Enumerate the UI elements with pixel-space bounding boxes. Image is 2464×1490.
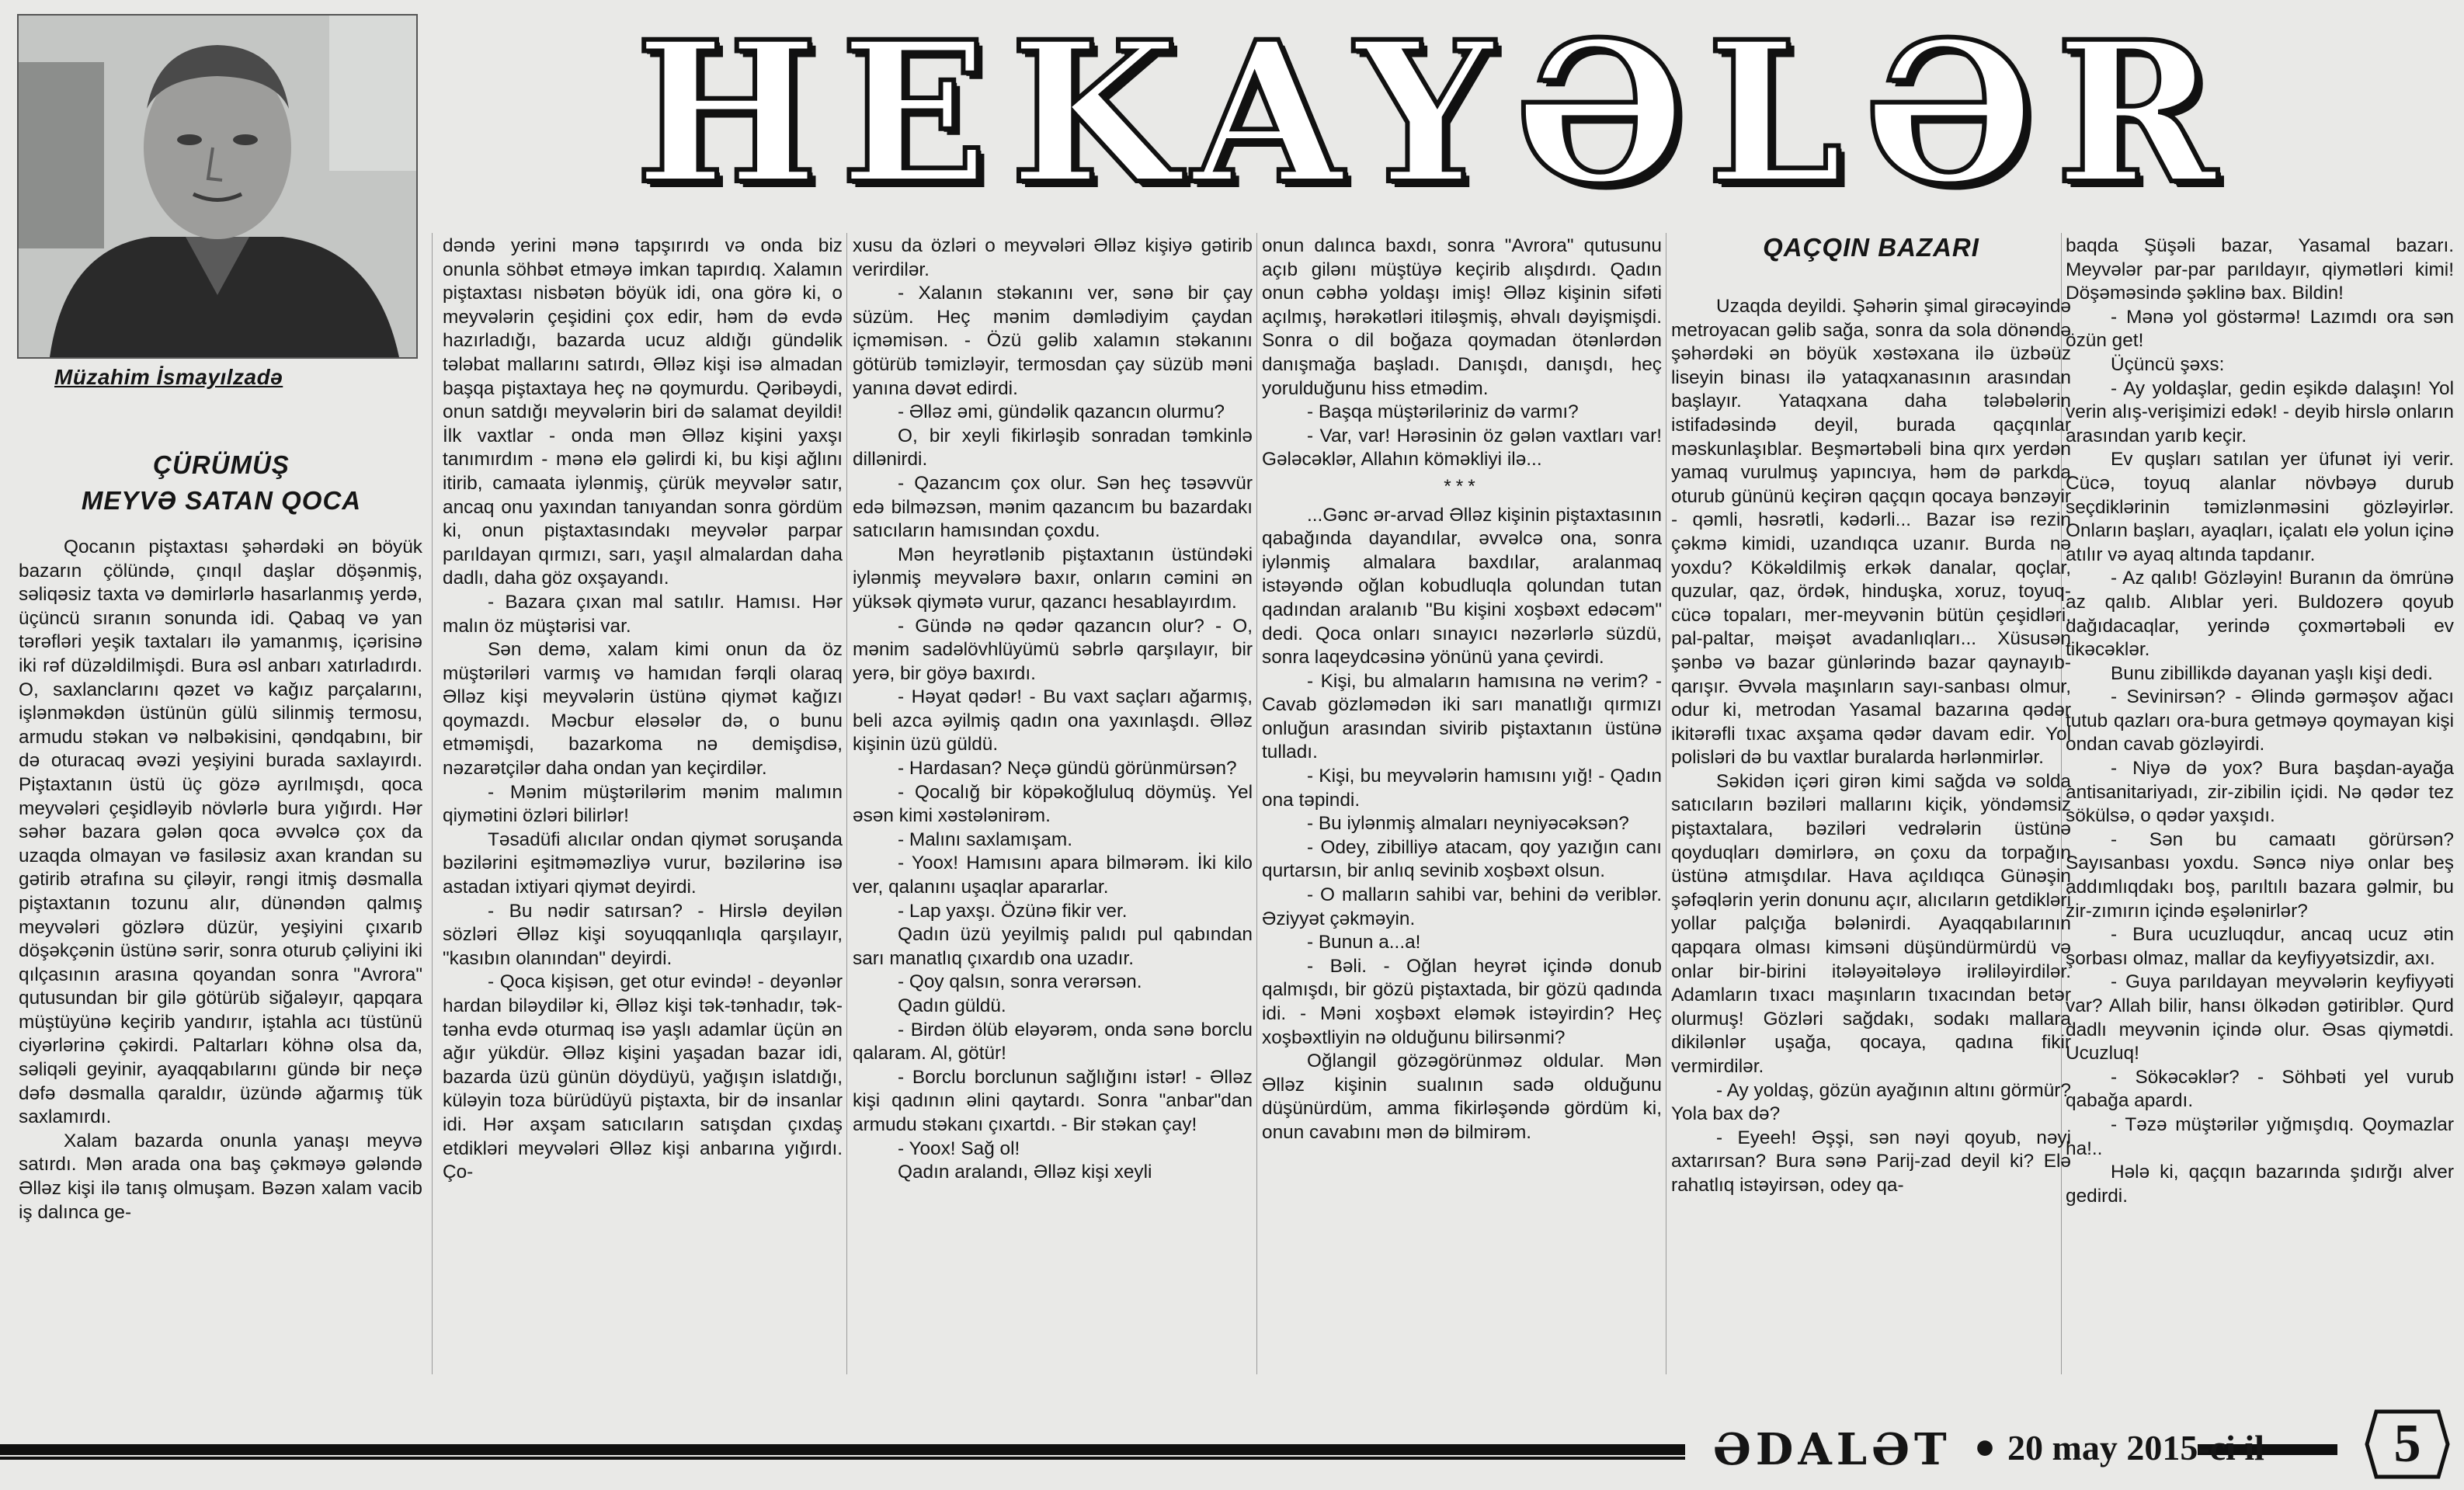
text-column-6 (2066, 234, 2454, 1376)
photo-caption: Müzahim İsmayılzadə (54, 365, 283, 389)
paragraph: - Hardasan? Neçə gündü görünmürsən? (898, 758, 1237, 780)
paragraph: - Sevinirsən? - Əlində gərməşov ağacı tutub qazları ora-bura getməyə qoymayan kişi ondan cavab gözləyirdi. (2066, 686, 2454, 755)
footer-rule (0, 1444, 1685, 1455)
paragraph: - Sən bu camaatı görürsən? Sayısanbası yoxdu. Səncə niyə onlar beş addımlıqdakı boş, parıltılı bazara gəlmir, bu zir-zımırın içində eşələnirlər? (2066, 828, 2454, 922)
paragraph: - Kişi, bu almaların hamısına nə verim? - Cavab gözləmədən iki sarı manatlığı qırmızı onluğun arasından sivirib piştaxtanın üstünə tulladı. (1262, 670, 1662, 763)
paragraph: Üçüncü şəxs: (2111, 353, 2225, 375)
author-photo (17, 14, 418, 359)
issue-date: 20 may 2015-ci il (2007, 1428, 2264, 1467)
paragraph: Sən demə, xalam kimi onun da öz müştəriləri varmış və hamıdan fərqli olaraq Əlləz kişi meyvələrin üstünə qiymət kağızı qoymazdı. Məcbur eləsələr də, o bunu etməmişdi, bazarkoma nə demişdisə, nəzarətçilər daha ondan yan keçirdilər. (443, 639, 843, 780)
text-column-2 (443, 234, 843, 1376)
paragraph: Ev quşları satılan yer üfunət iyi verir. Cücə, toyuq alanlar növbəyə durub seçdiklərinin təmizlənməsini gözləyirlər. Onların başları, ayaqları, içalatı elə yolun içinə atılır və ayaq altında tapdanır. (2066, 449, 2454, 565)
paragraph: Mən heyrətlənib piştaxtanın üstündəki iylənmiş meyvələrə baxır, onların cəmini ən yüksək qiymətə vurur, qazancı hesablayırdım. (853, 544, 1253, 613)
paragraph: - Eyeeh! Əşşi, sən nəyi qoyub, nəyi axtarırsan? Bura sənə Parij-zad deyil ki? Elə rahatlıq istəyirsən, odey qa- (1671, 1127, 2071, 1196)
paragraph: - Əlləz əmi, gündəlik qazancın olurmu? (898, 401, 1225, 423)
text-column-5 (1671, 295, 2071, 1376)
paragraph: Səkidən içəri girən kimi sağda və solda satıcıların bəziləri mallarını kiçik, yöndəmsiz piştaxtalara, bəziləri vedrələrin üstünə qoyduqları dəmirlərə, ən çoxu da torpağın üstünə atmışdılar. Hava açıldıqca Günəşin şəfəqlərin yerin donunu açır, alıcıların getdikləri yollar palçığa bələnirdi. Ayaqqabılarının qapqara olması kimsəni düşündürmürdü və onlar bir-birini itələyəitələyə irəliləyirdilər. Adamların tıxacı maşınların tıxacından betər olurmuş! Gözləri sağdakı, sodakı mallara dikilənlər uşağa, qocaya, qadına fikir vermirdilər. (1671, 770, 2071, 1077)
paragraph: - Mənim müştərilərim mənim malımın qiymətini özləri bilirlər! (443, 781, 843, 827)
paragraph: - Yoox! Sağ ol! (898, 1137, 1020, 1159)
paragraph: Xalam bazarda onunla yanaşı meyvə satırdı. Mən arada ona baş çəkməyə gələndə Əlləz kişi ilə tanış olmuşam. Bəzən xalam vacib iş dalınca ge- (19, 1130, 422, 1223)
paragraph: - Yoox! Hamısını apara bilmərəm. İki kilo ver, qalanını uşaqlar apararlar. (853, 853, 1253, 898)
paragraph: - Başqa müştəriləriniz də varmı? (1307, 401, 1579, 423)
paragraph: Qadın güldü. (898, 995, 1006, 1016)
paragraph: - Bəli. - Oğlan heyrət içində donub qalmışdı, bir gözü piştaxtada, bir gözü qadında idi. - Məni xoşbəxt eləmək istəyirdin? Heç xoşbəxtliyin nə olduğunu bilirsənmi? (1262, 955, 1662, 1048)
column-divider (1256, 233, 1257, 1374)
story-title (23, 447, 419, 519)
paragraph: Bunu zibillikdə dayanan yaşlı kişi dedi. (2111, 662, 2433, 684)
newspaper-name-text: ƏDALƏT (1713, 1424, 1951, 1475)
portrait-photo-icon (19, 16, 416, 357)
paragraph: - Qocalığ bir köpəkoğluluq döymüş. Yel əsən kimi xəstələnirəm. (853, 781, 1253, 827)
paragraph: - Mənə yol göstərmə! Lazımdı ora sən özün get! (2066, 306, 2454, 352)
paragraph: O, bir xeyli fikirləşib sonradan təmkinlə dillənirdi. (853, 425, 1253, 471)
paragraph: xusu da özləri o meyvələri Əlləz kişiyə gətirib verirdilər. (853, 235, 1253, 280)
paragraph: - Bu iylənmiş almaları neyniyəcəksən? (1307, 813, 1629, 835)
story-title-line: MEYVƏ SATAN QOCA (81, 486, 362, 515)
footer-rule (0, 1457, 1685, 1460)
paragraph: - Qoca kişisən, get otur evində! - deyənlər hardan biləydilər ki, Əlləz kişi tək-tənhadır, tək-tənha evdə oturmaq isə yaşlı adamlar üçün ən ağır yükdür. Əlləz kişini yaşadan bazar idi, bazarda üzü günün döydüyü, yağışın islatdığı, küləyin toza bürüdüyü piştaxta, bir də insanlar idi. Hər axşam satıcıların satışdan çıxdaş etdikləri meyvələri Əlləz kişi anbarına yığırdı. Ço- (443, 971, 843, 1183)
paragraph: ...Gənc ər-arvad Əlləz kişinin piştaxtasının qabağında dayandılar, əvvəlcə ona, sonra iylənmiş almalara baxdılar, aralanmaq istəyəndə oğlan kobudluqla qolundan tutan qadından aralanıb "Bu kişini xoşbəxt edəcəm" dedi. Qoca onları sınayıcı nəzərlərlə süzdü, sonra laqeydcəsinə yönünü yana çevirdi. (1262, 504, 1662, 669)
paragraph: Hələ ki, qaçqın bazarında şıdırğı alver gedirdi. (2066, 1162, 2454, 1207)
paragraph: - Az qalıb! Gözləyin! Buranın da ömrünə az qalıb. Alıblar yeri. Buldozerə qoyub dağıdacaqlar, yerində çoxmərtəbəli ev tikəcəklər. (2066, 568, 2454, 661)
paragraph: - Niyə də yox? Bura başdan-ayağa antisanitariyadı, zir-zibilin içidi. Nə qədər tez sökülsə, o qədər yaxşıdı. (2066, 758, 2454, 827)
paragraph: - Qazancım çox olur. Sən heç təsəvvür edə bilməzsən, mənim qazancım bu bazardakı satıcıların hamısından çoxdu. (853, 472, 1253, 542)
paragraph: - Kişi, bu meyvələrin hamısını yığ! - Qadın ona təpindi. (1262, 766, 1662, 811)
paragraph: dəndə yerini mənə tapşırırdı və onda biz onunla söhbət etməyə imkan tapırdıq. Xalamın piştaxtası nisbətən böyük idi, ona görə ki, o meyvələrin çeşidini çox edir, həm də evdə hazırladığı, bazarda ucuz aldığı gündəlik tələbat mallarını satırdı, Əlləz kişi isə almadan başqa piştaxtaya heç nə qoymurdu. Qəribəydi, onun satdığı meyvələrin biri də salamat deyildi! İlk vaxtlar - onda mən Əlləz kişini yaxşı tanımırdım - mənə elə gəlirdi ki, bu kişi ağlını itirib, camaata iylənmiş, çürük meyvələr satır, ancaq onu yaxından tanıyandan sonra gördüm ki, onun piştaxtasındakı meyvələr parpar parıldayan qırmızı, sarı, yaşıl almalardan daha dadlı, daha göz oxşayandı. (443, 235, 843, 589)
paragraph: Qadın üzü yeyilmiş palıdı pul qabından sarı manatlıq çıxardıb ona uzadır. (853, 924, 1253, 969)
paragraph: - Bu nədir satırsan? - Hirslə deyilən sözləri Əlləz kişi soyuqqanlıqla qarşılayır, "kasıbın olanından" deyirdi. (443, 900, 843, 969)
section-separator: *** (1444, 475, 1480, 497)
paragraph: - Ay yoldaş, gözün ayağının altını görmür? Yola bax də? (1671, 1079, 2071, 1125)
paragraph: - Təzə müştərilər yığmışdıq. Qoymazlar ha!.. (2066, 1113, 2454, 1159)
paragraph: - Sökəcəklər? - Söhbəti yel vurub qabağa apardı. (2066, 1066, 2454, 1112)
section-masthead: HEKAYƏLƏR (634, 0, 2239, 227)
column-divider (432, 233, 433, 1374)
story-title-line: ÇÜRÜMÜŞ (153, 450, 290, 479)
paragraph: onun dalınca baxdı, sonra "Avrora" qutusunu açıb gilənı müştüyə keçirib alışdırdı. Qadın onun cəbhə yoldaşı imiş! Əlləz kişinin sifəti açılmış, hərəkətləri itiləşmiş, əhvalı dəyişmişdi. Sonra o dil boğaza qoymadan ötənlərdən danışmağa başladı. Danışdı, danışdı, heç yorulduğunu hiss etmədim. (1262, 235, 1662, 399)
paragraph: - Xalanın stəkanını ver, sənə bir çay süzüm. Heç mənim dəmlədiyim çaydan içməmisən. - Özü gəlib xalamın stəkanını götürüb təmizləyir, termosdan çay süzüb məni yanına dəvət edirdi. (853, 283, 1253, 399)
paragraph: - Lap yaxşı. Özünə fikir ver. (898, 900, 1128, 922)
paragraph: Qadın aralandı, Əlləz kişi xeyli (898, 1162, 1152, 1183)
paragraph: Uzaqda deyildi. Şəhərin şimal girəcəyində metroyacan gəlib sağa, sonra da sola dönəndə şəhərdəki ən böyük xəstəxana ilə üzbəüz liseyin binası ilə yataqxanasının arasından başlayır. Yataqxana daha tələbələrin istifadəsində deyil, burada qaçqınlar məskunlaşıblar. Beşmərtəbəli bina qırx yerdən yamaq vurulmuş yapıncıya, həm də parkda oturub gününü keçirən qaçqın qocaya bənzəyir - qəmli, həsrətli, kədərli... Bazar isə rezin çəkmə kimidi, uzandıqca uzanır. Burda nə yoxdu? Kökəldilmiş erkək danalar, qoçlar, quzular, qaz, ördək, hinduşka, xoruz, toyuq-cücə topaları, mer-meyvənin bütün çeşidləri, pal-paltar, məişət avadanlıqları... Xüsusən şənbə və bazar günlərində bazar qaynayıb-qarışır. Əvvəla maşınların sayı-sanbası olmur, odur ki, metrodan Yasamal bazarına qədər ikitərəfli tıxac axşama qədər davam edir. Yol polisləri də bu vaxtlar buralarda hərlənmirlər. (1671, 296, 2071, 769)
paragraph: Təsadüfi alıcılar ondan qiymət soruşanda bəzilərini eşitməməzliyə vurur, bəzilərinə isə astadan ixtiyari qiymət deyirdi. (443, 828, 843, 898)
paragraph: - Bunun a...a! (1307, 932, 1421, 953)
paragraph: - Var, var! Hərəsinin öz gələn vaxtları var! Gələcəklər, Allahın köməkliyi ilə... (1262, 425, 1662, 471)
text-column-4 (1262, 234, 1662, 1376)
paragraph: - Ay yoldaşlar, gedin eşikdə dalaşın! Yol verin alış-verişimizi edək! - deyib hirslə onların arasından yarıb keçir. (2066, 377, 2454, 446)
paragraph: - Birdən ölüb eləyərəm, onda sənə borclu qalaram. Al, götür! (853, 1019, 1253, 1065)
paragraph: - O malların sahibi var, behini də veriblər. Əziyyət çəkməyin. (1262, 884, 1662, 929)
paragraph: - Guya parıldayan meyvələrin keyfiyyəti var? Allah bilir, hansı ölkədən gətiriblər. Qurd dadlı meyvənin içində olur. Əsas qiymətdi. Ucuzluq! (2066, 971, 2454, 1065)
paragraph: Qocanın piştaxtası şəhərdəki ən böyük bazarın çölündə, çınqıl daşlar döşənmiş, səliqəsiz taxta və dəmirlərlə hasarlanmış yerdə, üçüncü sıranın sonunda idi. Qabaq və yan tərəfləri yeşik taxtaları ilə yamanmış, içərisinə iki rəf düzəldilmişdi. Bura əsl anbarı xatırladırdı. O, saxlanclarını qəzet və kağız parçalarını, işlənməkdən üstünün gülü silinmiş termosu, armudu stəkan və nəlbəkisini, qəndqabını, bir də oturacaq əvəzi yeşiyini burada saxlayırdı. Piştaxtanın üstü üç gözə ayrılmışdı, qoca meyvələri çeşidləyib növlərlə bura yığırdı. Hər səhər bazara gələn qoca əvvəlcə çox da uzaqda olmayan və fasiləsiz axan krandan su gətirib ətrafına su çiləyir, rəngi itmiş dəsmalla piştaxtanın tozunu alır, dünəndən qalmış meyvələri gözlərə düzür, yeşiyini çıxarıb döşəkçənin üstünə sərir, sonra oturub çəliyini iki qılçasının arasına qoyandan sonra "Avrora" qutusundan bir gilə götürüb siğaləyır, qapqara müştüyünə keçirib yandırır, iştahla acı tüstünü ciyərlərinə çəkirdi. Paltarları köhnə olsa da, səliqəli geyinir, ayaqqabılarını gündə bir neçə dəfə dəsmalla qaraldır, üzündə ağarmış tük saxlamırdı. (19, 537, 422, 1128)
page-number-text: 5 (2393, 1414, 2421, 1474)
story-title-qacqin-bazari: QAÇQIN BAZARI (1763, 233, 1979, 262)
paragraph: - Odey, zibilliyə atacam, qoy yazığın canı qurtarsın, bir anlıq sevinib xoşbəxt olsun. (1262, 836, 1662, 882)
text-column-3 (853, 234, 1253, 1376)
newspaper-name: ƏDALƏT • (1713, 1424, 2004, 1475)
paragraph: - Gündə nə qədər qazancın olur? - O, mənim sadəlövhlüyümü səbrlə qarşılayır, bir yerə, bir göyə baxırdı. (853, 615, 1253, 684)
paragraph: - Həyat qədər! - Bu vaxt saçları ağarmış, beli azca əyilmiş qadın ona yaxınlaşdı. Əlləz kişinin üzü güldü. (853, 686, 1253, 755)
text-column-1 (19, 536, 422, 1374)
paragraph: - Borclu borclunun sağlığını istər! - Əlləz kişi qadının əlini qaytardı. Sonra "anbar"dan armudu stəkanı çıxartdı. - Bir stəkan çay! (853, 1066, 1253, 1135)
paragraph: - Bura ucuzluqdur, ancaq ucuz ətin şorbası olmaz, mallar da keyfiyyətsizdir, axı. (2066, 924, 2454, 969)
paragraph: - Malını saxlamışam. (898, 828, 1072, 850)
page-number (2361, 1405, 2454, 1483)
paragraph: Oğlangil gözəgörünməz oldular. Mən Əlləz kişinin sualının sadə olduğunu düşünürdüm, amma fikirləşəndə gördüm ki, onun cavabını mən də bilmirəm. (1262, 1051, 1662, 1143)
paragraph: baqda Şüşəli bazar, Yasamal bazarı. Meyvələr par-par parıldayır, qiymətləri kimi! Döşəməsində şəklinə bax. Bildin! (2066, 235, 2454, 304)
column-divider (846, 233, 847, 1374)
paragraph: - Bazara çıxan mal satılır. Hamısı. Hər malın öz müştərisi var. (443, 591, 843, 637)
paragraph: - Qoy qalsın, sonra verərsən. (898, 971, 1142, 993)
